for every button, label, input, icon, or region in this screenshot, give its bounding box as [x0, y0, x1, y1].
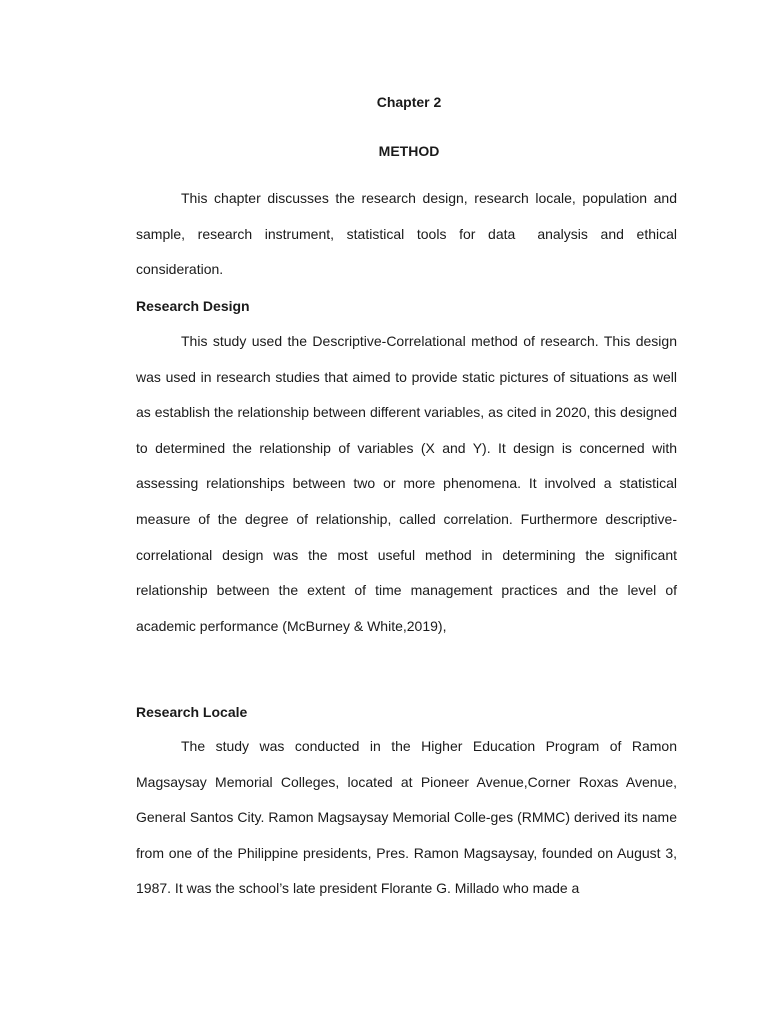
- research-design-heading: Research Design: [136, 298, 250, 314]
- chapter-label: Chapter 2: [376, 94, 442, 110]
- method-title: METHOD: [378, 143, 440, 159]
- intro-text-part2: analysis and ethical consideration.: [136, 225, 677, 278]
- research-design-paragraph: This study used the Descriptive-Correlational method of research. This design was used in research studies that aimed to provide static pictures of situations as well as establish the relationship between different variables, as cited in 2020, this designed to determined the relationship of variables (X and Y). It design is concerned with assessing relationships between two or more phenomena. It involved a statistical measure of the degree of relationship, called correlation. Furthermore descriptive-correlational design was the most useful method in determining the significant relationship between the extent of time management practices and the level of academic performance (McBurney & White,2019),: [136, 333, 677, 634]
- research-locale-heading: Research Locale: [136, 704, 248, 720]
- intro-paragraph: [136, 181, 677, 288]
- research-locale-paragraph: The study was conducted in the Higher Education Program of Ramon Magsaysay Memorial Colleges, located at Pioneer Avenue,Corner Roxas Avenue, General Santos City. Ramon Magsaysay Memorial Colle-ges (RMMC) derived its name from one of the Philippine presidents, Pres. Ramon Magsaysay, founded on August 3, 1987. It was the school’s late president Florante G. Millado who made a: [136, 738, 677, 897]
- intro-text-part1: This chapter discusses the research design, research locale, population and sample, research instrument, statistical tools for data: [136, 190, 677, 242]
